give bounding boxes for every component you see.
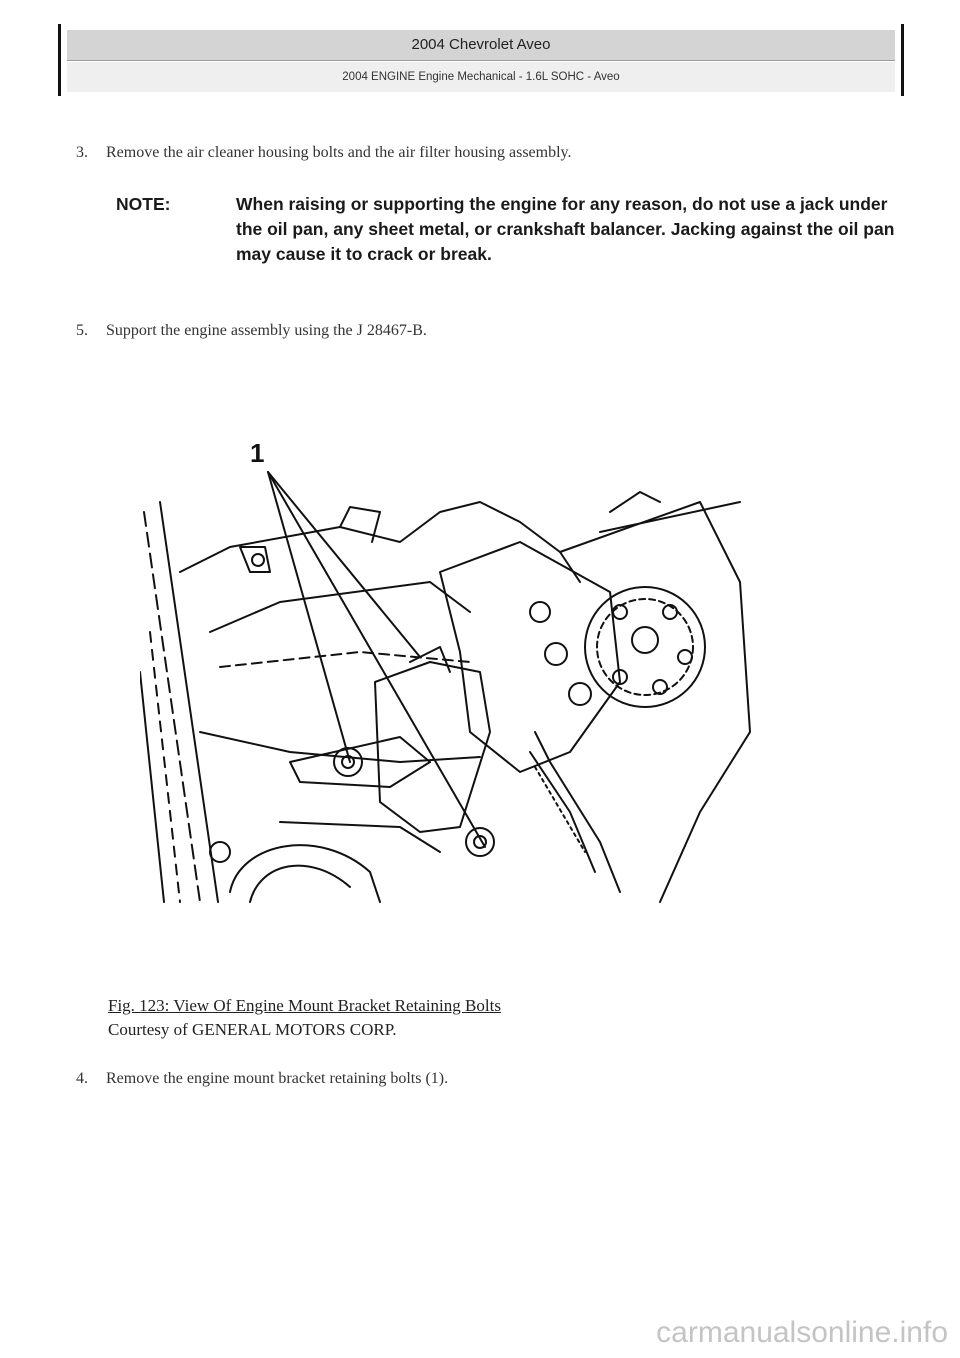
step-number: 3. xyxy=(76,144,88,161)
document-title: 2004 Chevrolet Aveo xyxy=(67,30,895,61)
step-3 xyxy=(76,144,572,162)
step-text: Support the engine assembly using the J 28467-B. xyxy=(106,322,427,339)
document-header xyxy=(58,24,904,96)
callout-number: 1 xyxy=(250,438,265,468)
step-number: 5. xyxy=(76,322,88,339)
figure-caption: Fig. 123: View Of Engine Mount Bracket Retaining Bolts xyxy=(108,996,501,1015)
document-subtitle: 2004 ENGINE Engine Mechanical - 1.6L SOHC - Aveo xyxy=(67,62,895,92)
watermark: carmanualsonline.info xyxy=(656,1316,948,1349)
figure-courtesy: Courtesy of GENERAL MOTORS CORP. xyxy=(108,1020,397,1039)
figure-caption-block xyxy=(108,994,501,1042)
step-number: 4. xyxy=(76,1070,88,1087)
note-label: NOTE: xyxy=(116,194,171,214)
step-5 xyxy=(76,322,427,340)
engine-mount-illustration xyxy=(140,432,760,912)
step-4 xyxy=(76,1070,448,1088)
step-text: Remove the air cleaner housing bolts and the air filter housing assembly. xyxy=(106,144,572,161)
step-text: Remove the engine mount bracket retaining bolts (1). xyxy=(106,1070,449,1087)
note-text: When raising or supporting the engine for any reason, do not use a jack under the oil pan, any sheet metal, or crankshaft balancer. Jacking against the oil pan may cause it to crack or break. xyxy=(236,194,895,264)
